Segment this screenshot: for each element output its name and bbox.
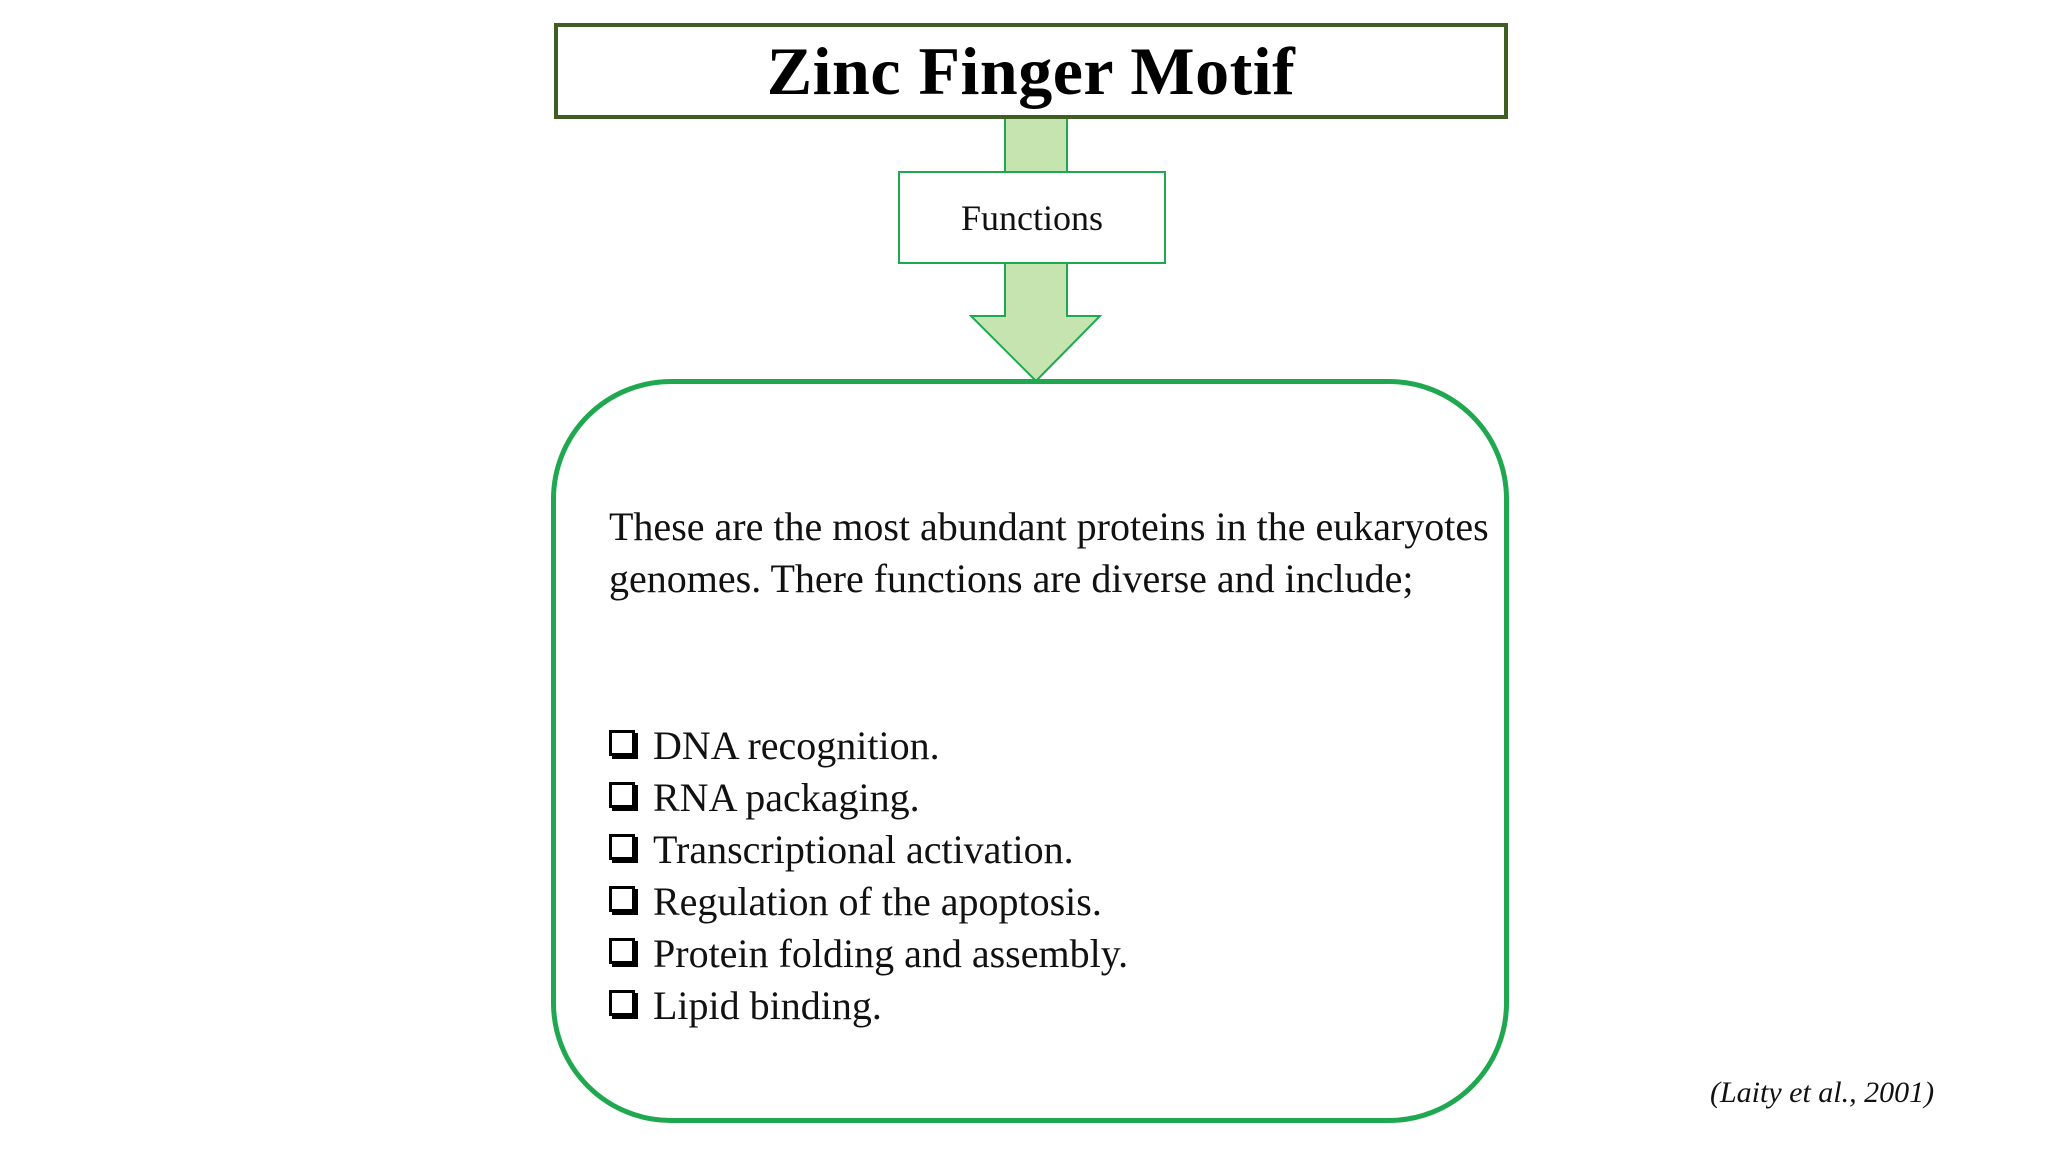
list-item <box>609 719 1128 771</box>
list-item-label: RNA packaging. <box>653 774 920 820</box>
title-box <box>554 23 1508 119</box>
functions-content-box <box>551 379 1509 1123</box>
list-item-label: Protein folding and assembly. <box>653 930 1129 976</box>
list-item <box>609 979 1128 1031</box>
citation: (Laity et al., 2001) <box>1710 1076 1935 1109</box>
checkbox-bullet-icon <box>609 990 635 1016</box>
checkbox-bullet-icon <box>609 938 635 964</box>
list-item <box>609 823 1128 875</box>
list-item <box>609 875 1128 927</box>
list-item-label: Transcriptional activation. <box>653 826 1074 872</box>
checkbox-bullet-icon <box>609 834 635 860</box>
checkbox-bullet-icon <box>609 730 635 756</box>
down-arrow-icon <box>971 262 1100 381</box>
list-item <box>609 771 1128 823</box>
functions-label: Functions <box>960 197 1103 238</box>
list-item-label: DNA recognition. <box>653 722 940 768</box>
functions-node <box>898 171 1166 264</box>
functions-list <box>609 719 1128 1031</box>
list-item-label: Regulation of the apoptosis. <box>653 878 1102 924</box>
checkbox-bullet-icon <box>609 782 635 808</box>
connector-shaft-top <box>1005 117 1067 175</box>
intro-text: These are the most abundant proteins in the eukaryotes genomes. There functions are diverse and include; <box>609 504 1489 601</box>
checkbox-bullet-icon <box>609 886 635 912</box>
list-item-label: Lipid binding. <box>653 982 882 1028</box>
diagram-title: Zinc Finger Motif <box>766 32 1296 109</box>
list-item <box>609 927 1128 979</box>
